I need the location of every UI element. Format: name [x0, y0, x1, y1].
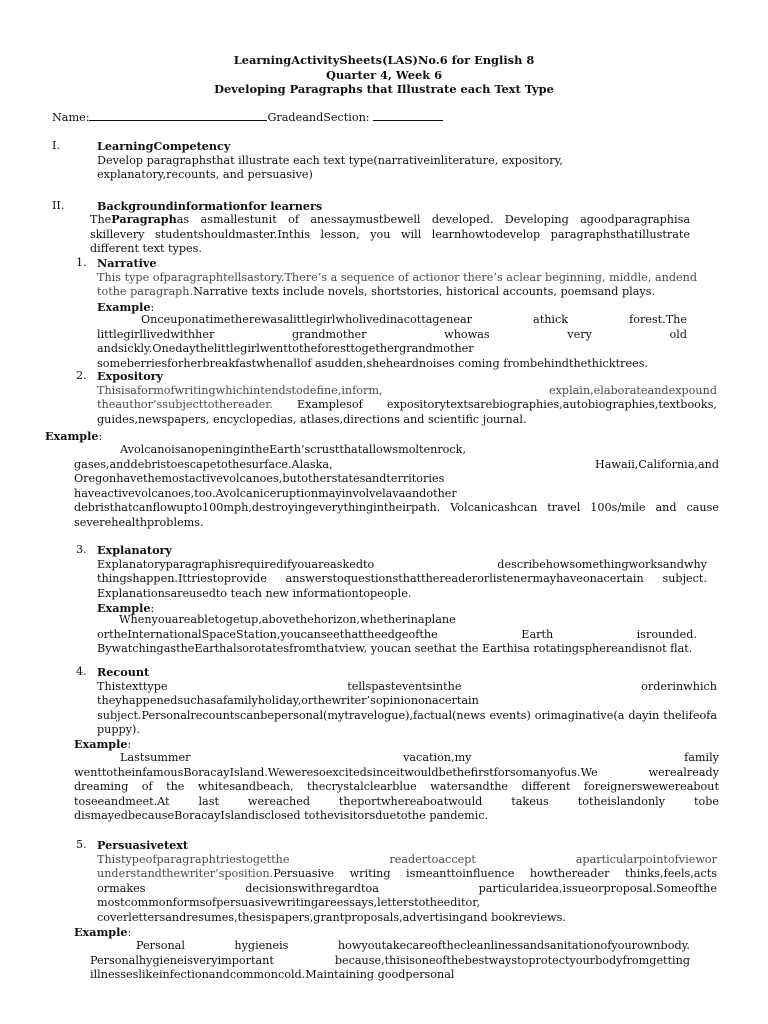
recount-section [97, 665, 717, 738]
section-2-intro: TheParagraphas asmallestunit of anessaymustbewell developed. Developing agoodparagraphisa skillevery studentshouldmaster.Inthis lesson, you will learnhowtodevelop paragraphsthatillustrate different text types. [90, 212, 690, 256]
narrative-example: Onceuponatimetherewasalittlegirlwholivedinacottagenear athick forest.The littlegirllivedwithher grandmother whowas very old andsickly.Onedaythelittlegirlwenttotheforesttogethergrandmother someberriesforherbreakfastwhenallof asudden,sheheardnoises coming frombehindthethicktrees. [97, 313, 687, 370]
expository-title: Expository [97, 369, 164, 383]
persuasive-title: Persuasivetext [97, 838, 189, 852]
recount-description: Thistexttype tellspasteventsinthe orderinwhich theyhappenedsuchasafamilyholiday,orthewriter’sopiniononacertain subject.Personalrecountscanbepersonal(mytravelogue),factual(news events) orimaginative(a dayin thelifeofa puppy). [97, 679, 717, 737]
section-2-number: II. [52, 199, 65, 212]
grade-section-blank [373, 110, 443, 121]
narrative-example-label: Example: [97, 299, 155, 314]
persuasive-section [97, 838, 717, 926]
section-1 [97, 139, 617, 183]
recount-example: Lastsummer vacation,my family wenttotheinfamousBoracayIsland.Weweresoexcitedsinceitwouldbethefirstforsomanyofus.We werealready dreaming of the whitesandbeach, thecrystalclearblue watersandthe different foreignerswewereabout toseeandmeet.At last wereached theportwhereaboatwould takeus totheislandonly tobe dismayedbecauseBoracayIslandisclosed tothevisitorsduetothe pandemic. [74, 751, 719, 823]
explanatory-description: Explanatoryparagraphisrequiredifyouareaskedto describehowsomethingworksandwhy thingshappen.Ittriestoprovide answerstoquestionsthatthereaderorlistenermayhaveonacertain subject. Explanationsareusedto teach new informationtopeople. [97, 557, 707, 600]
persuasive-number: 5. [76, 838, 87, 851]
expository-example: AvolcanoisanopeningintheEarth’scrustthatallowsmoltenrock, gases,anddebristoescapetothesurface.Alaska, Hawaii,California,and Oregonhavethemostactivevolcanoes,butotherstatesandterritories haveactivevolcanoes,too.Avolcaniceruptionmayinvolvelavaandother debristhatcanflowupto100mph,destroyingeverythingintheirpath. Volcanicashcan travel 100s/mile and cause severehealthproblems. [74, 443, 719, 529]
expository-example-label: Example: [45, 429, 103, 443]
narrative-title: Narrative [97, 256, 157, 270]
recount-example-label: Example: [74, 737, 132, 751]
expository-description: Thisisaformofwritingwhichintendstodefine,inform, explain,elaborateandexpound theauthor’ssubjecttothereader. Examplesof expositorytextsarebiographies,autobiographies,textbooks, guides,newspapers, encyclopedias, atlases,directions and scientific journal. [97, 383, 717, 426]
header-quarter: Quarter 4, Week 6 [325, 67, 443, 82]
explanatory-example-label: Example: [97, 601, 155, 616]
section-2-title: Backgroundinformationfor learners [97, 199, 323, 213]
grade-section-label: GradeandSection: [267, 111, 370, 124]
explanatory-title: Explanatory [97, 543, 172, 557]
header-topic: Developing Paragraphs that Illustrate each Text Type [214, 82, 554, 97]
recount-number: 4. [76, 665, 87, 678]
recount-title: Recount [97, 665, 150, 679]
persuasive-description: Thistypeofparagraphtriestogetthe readertoaccept aparticularpointofviewor understandthewriter’sposition.Persuasive writing ismeanttoinfluence howthereader thinks,feels,acts ormakes decisionswithregardtoa particularidea,issueorproposal.Someofthe mostcommonformsofpersuasivewritingareessays,letterstotheeditor, coverlettersandresumes,thesispapers,grantproposals,advertisingand bookreviews. [97, 852, 717, 924]
section-1-title: LearningCompetency [97, 139, 231, 153]
header-title: LearningActivitySheets(LAS)No.6 for English 8 [233, 53, 535, 67]
persuasive-example-label: Example: [74, 925, 132, 939]
expository-number: 2. [76, 369, 87, 382]
name-grade-row [52, 110, 732, 126]
section-1-number: I. [52, 139, 60, 152]
explanatory-example: Whenyouareabletogetup,abovethehorizon,whetherinaplane ortheInternationalSpaceStation,youcanseethattheedgeofthe Earth isrounded. BywatchingastheEarthalsorotatesfromthatview, youcan seethat the Earthisa rotatingsphereandisnot flat. [97, 613, 697, 656]
worksheet-header [0, 53, 768, 97]
name-blank [89, 110, 267, 121]
expository-section [97, 369, 717, 427]
explanatory-section [97, 543, 707, 617]
section-1-body: Develop paragraphsthat illustrate each text type(narrativeinliterature, expository, explanatory,recounts, and persuasive) [97, 153, 563, 182]
explanatory-number: 3. [76, 543, 87, 556]
narrative-description: This type ofparagraphtellsastory.There’s a sequence of actionor there’s aclear beginning, middle, andend tothe paragraph.Narrative texts include novels, shortstories, historical accounts, poemsand plays. [97, 270, 697, 299]
name-label: Name: [52, 111, 90, 124]
narrative-section [97, 256, 697, 315]
narrative-number: 1. [76, 256, 87, 269]
persuasive-example: Personal hygieneis howyoutakecareofthecleanlinessandsanitationofyourownbody. Personalhygieneisveryimportant because,thisisoneofthebestwaystoprotectyourbodyfromgetting illnesseslikeinfectionandcommoncold.Maintaining goodpersonal [90, 939, 690, 982]
